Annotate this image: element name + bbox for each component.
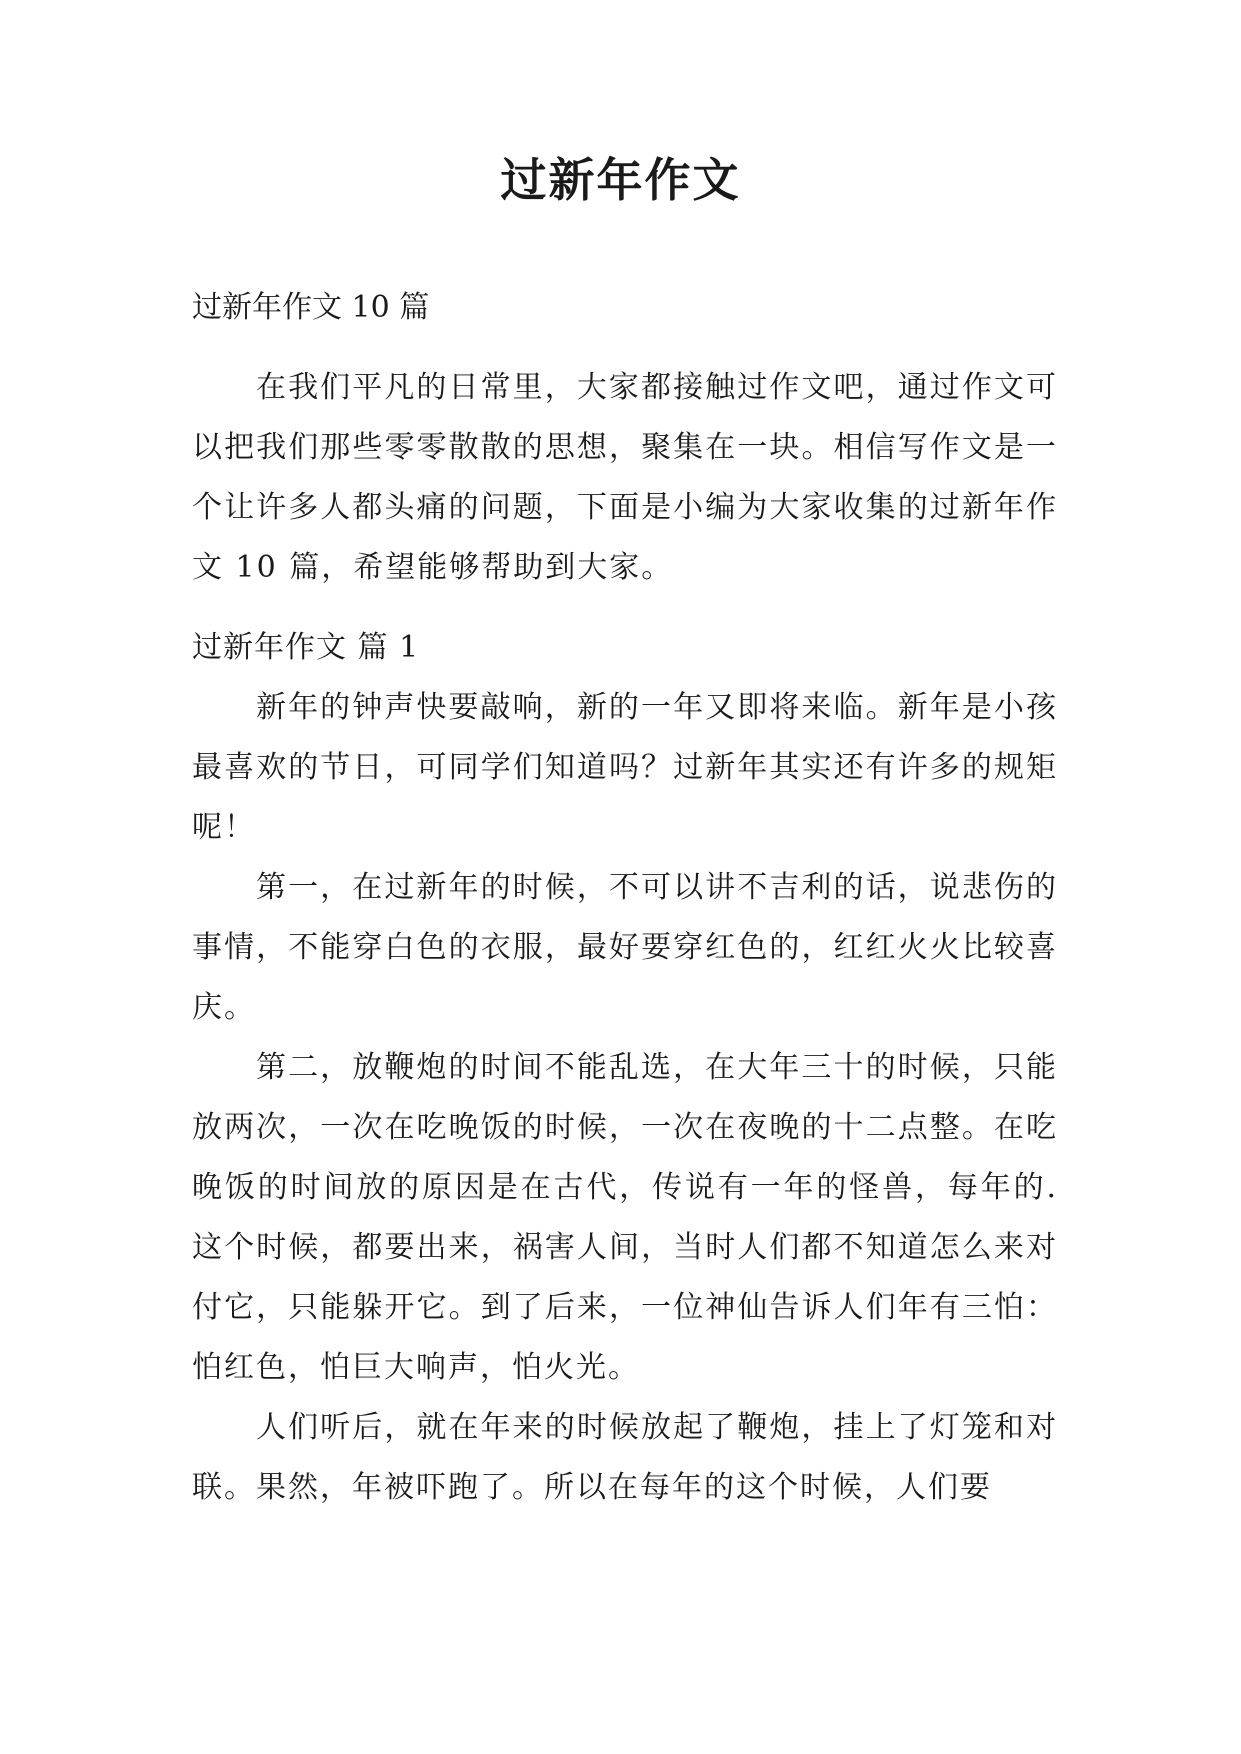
- document-title: 过新年作文: [500, 153, 741, 207]
- intro-paragraph: 在我们平凡的日常里，大家都接触过作文吧，通过作文可以把我们那些零零散散的思想，聚集在一块。相信写作文是一个让许多人都头痛的问题，下面是小编为大家收集的过新年作文 10 篇，希望能够帮助到大家。: [192, 370, 1058, 585]
- paragraph: 新年的钟声快要敲响，新的一年又即将来临。新年是小孩最喜欢的节日，可同学们知道吗？过新年其实还有许多的规矩呢！: [192, 690, 1058, 845]
- paragraph: 人们听后，就在年来的时候放起了鞭炮，挂上了灯笼和对联。果然，年被吓跑了。所以在每年的这个时候，人们要: [192, 1410, 1058, 1505]
- paragraph: 第一，在过新年的时候，不可以讲不吉利的话，说悲伤的事情，不能穿白色的衣服，最好要穿红色的，红红火火比较喜庆。: [192, 870, 1058, 1025]
- document-subtitle: 过新年作文 10 篇: [192, 290, 430, 325]
- intro-block: [192, 358, 1058, 598]
- section-heading: 过新年作文 篇 1: [192, 630, 420, 665]
- section-1: [192, 618, 1058, 1518]
- paragraph: 第二，放鞭炮的时间不能乱选，在大年三十的时候，只能放两次，一次在吃晚饭的时候，一次在夜晚的十二点整。在吃晚饭的时间放的原因是在古代，传说有一年的怪兽，每年的.这个时候，都要出来，祸害人间，当时人们都不知道怎么来对付它，只能躲开它。到了后来，一位神仙告诉人们年有三怕：怕红色，怕巨大响声，怕火光。: [192, 1050, 1058, 1385]
